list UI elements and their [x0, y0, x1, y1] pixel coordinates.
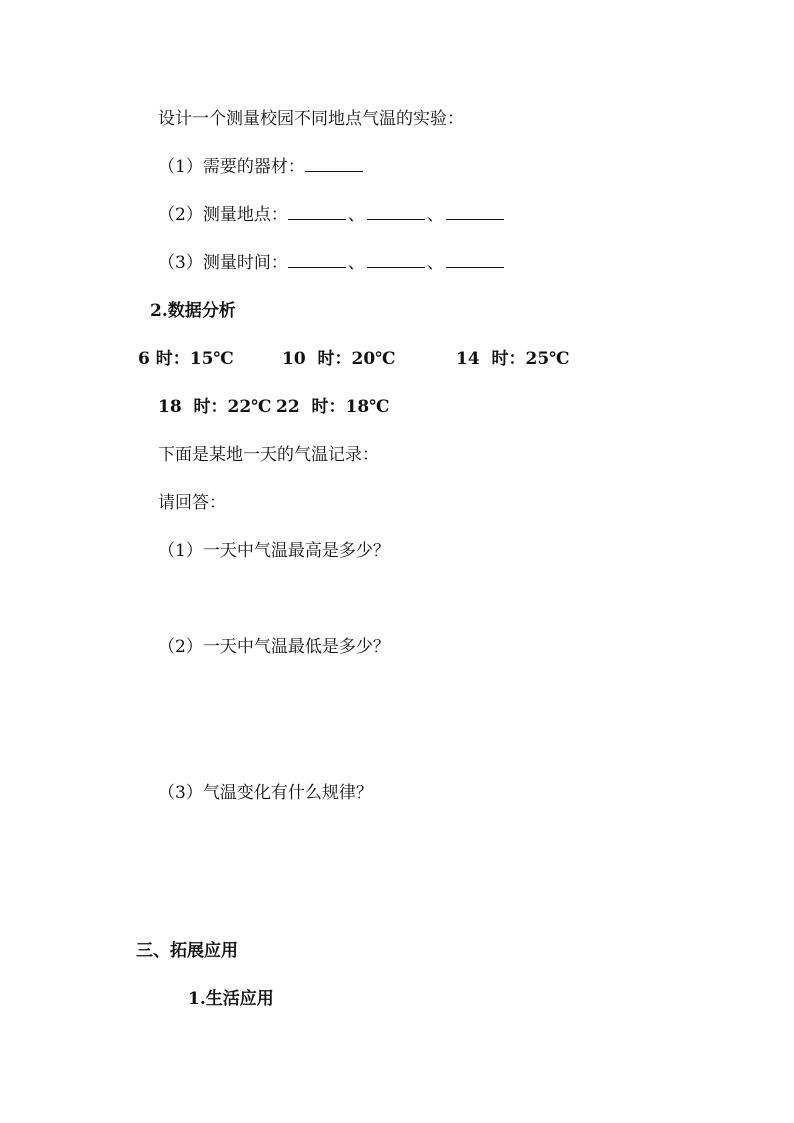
section-heading-text: 三、拓展应用 — [136, 941, 238, 961]
question-text: （2）一天中气温最低是多少？ — [158, 637, 390, 657]
question-highest-temp — [158, 540, 390, 562]
sub-heading-text: 1.生活应用 — [188, 989, 274, 1009]
sub-heading-life-application — [188, 988, 274, 1010]
experiment-intro — [158, 108, 464, 130]
temperature-reading — [138, 348, 234, 370]
reading-temp: 18℃ — [345, 397, 390, 417]
equipment-blank[interactable] — [305, 156, 363, 172]
question-temp-pattern — [158, 782, 373, 804]
reading-temp: 20℃ — [351, 349, 396, 369]
separator: 、 — [347, 205, 365, 225]
reading-time: 18 时： — [158, 397, 228, 417]
question-equipment-label: （1）需要的器材： — [158, 157, 305, 177]
reading-time: 22 时： — [276, 397, 346, 417]
experiment-intro-text: 设计一个测量校园不同地点气温的实验： — [158, 109, 464, 129]
separator: 、 — [426, 205, 444, 225]
separator: 、 — [347, 253, 365, 273]
temperature-reading — [158, 396, 272, 418]
reading-time: 10 时： — [282, 349, 352, 369]
reading-temp: 15℃ — [189, 349, 234, 369]
separator: 、 — [426, 253, 444, 273]
time-blank-3[interactable] — [446, 252, 504, 268]
location-blank-2[interactable] — [367, 204, 425, 220]
question-text: （1）一天中气温最高是多少？ — [158, 541, 390, 561]
question-equipment — [158, 156, 363, 178]
location-blank-3[interactable] — [446, 204, 504, 220]
reading-time: 6 时： — [138, 349, 190, 369]
reading-temp: 25℃ — [525, 349, 570, 369]
record-intro-text: 下面是某地一天的气温记录： — [158, 445, 379, 465]
time-blank-1[interactable] — [288, 252, 346, 268]
time-blank-2[interactable] — [367, 252, 425, 268]
question-text: （3）气温变化有什么规律？ — [158, 783, 373, 803]
temperature-reading — [276, 396, 390, 418]
reading-temp: 22℃ — [227, 397, 272, 417]
section-heading-text: 2.数据分析 — [150, 301, 236, 321]
question-times-label: （3）测量时间： — [158, 253, 288, 273]
section-heading-data-analysis — [150, 300, 236, 322]
temperature-reading — [456, 348, 570, 370]
location-blank-1[interactable] — [288, 204, 346, 220]
question-lowest-temp — [158, 636, 390, 658]
question-times — [158, 252, 504, 274]
temperature-reading — [282, 348, 396, 370]
answer-prompt — [158, 492, 226, 514]
question-locations — [158, 204, 504, 226]
question-locations-label: （2）测量地点： — [158, 205, 288, 225]
reading-time: 14 时： — [456, 349, 526, 369]
section-heading-extension — [136, 940, 238, 962]
answer-prompt-text: 请回答： — [158, 493, 226, 513]
record-intro — [158, 444, 379, 466]
